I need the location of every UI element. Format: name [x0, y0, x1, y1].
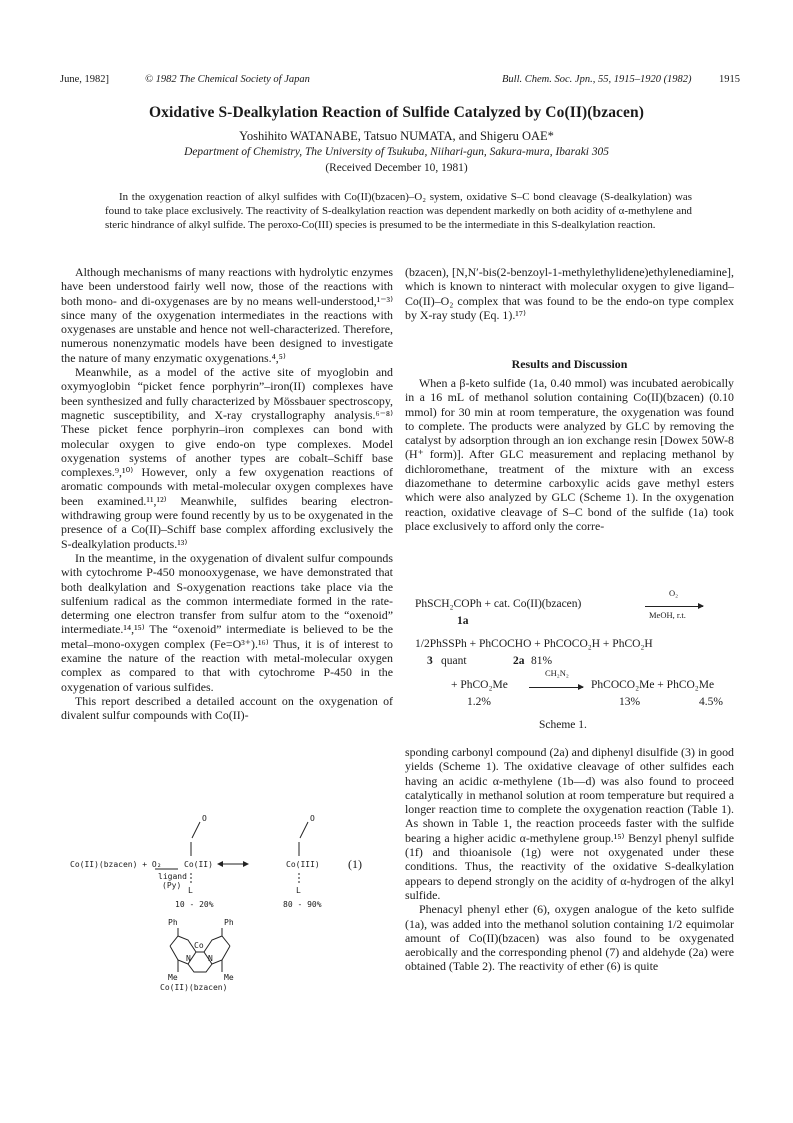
- abstract: In the oxygenation reaction of alkyl sulfides with Co(II)(bzacen)–O₂ system, oxidative S–C bond cleavage (S-dealkylation) was found to take place exclusively. The reactivity of S-dealkylation reaction was dependent markedly on both acidity of α-methylene and steric hindrance of alkyl sulfide. The peroxo-Co(III) species is presumed to be the intermediate in this S-dealkylation reaction.: [105, 191, 692, 232]
- scheme-products: 1/2PhSSPh + PhCOCHO + PhCOCO₂H + PhCO₂H: [415, 638, 653, 650]
- eq-cobalt: Co: [194, 941, 204, 950]
- right-column-mid: [405, 376, 734, 533]
- eq-phenyl: Ph: [224, 918, 234, 927]
- paragraph: This report described a detailed account on the oxygenation of divalent sulfur compounds with Co(II)-: [61, 693, 393, 723]
- eq-ligand-L: L: [296, 886, 301, 895]
- paragraph: When a β-keto sulfide (1a, 0.40 mmol) was incubated aerobically in a 16 mL of methanol solution containing Co(II)(bzacen) (0.10 mmol) for 30 min at room temperature, the oxygenation was found to complete. The products were analyzed by GLC by removing the catalyst by adsorption through an ion exchange resin [Dowex 50W-8 (H⁺ form)]. After GLC measurement and replacing methanol by dichloromethane, treatment of the mixture with an excess diazomethane to determine carboxylic acids gave methyl esters which were also analyzed by GLC (Scheme 1). In the oxygenation reaction, oxidative cleavage of S–C bond of the sulfide (1a) took place exclusively to afford only the corre-: [405, 376, 734, 533]
- affiliation: Department of Chemistry, The University of Tsukuba, Niihari-gun, Sakura-mura, Ibaraki 305: [184, 146, 609, 158]
- header-citation: Bull. Chem. Soc. Jpn., 55, 1915–1920 (1982): [502, 74, 692, 85]
- eq-methyl: Me: [168, 973, 178, 982]
- equation-structure-drawing: [60, 800, 395, 990]
- scheme-caption: Scheme 1.: [539, 719, 587, 731]
- yield-value: 13%: [619, 696, 641, 708]
- running-header: [60, 74, 740, 88]
- eq-co2: Co(II): [184, 860, 213, 869]
- eq-nitrogen: N: [208, 954, 213, 963]
- eq-lhs: Co(II)(bzacen) + O₂: [70, 860, 162, 869]
- scheme-reactant: PhSCH₂COPh + cat. Co(II)(bzacen): [415, 598, 582, 610]
- scheme-methylation-products: PhCOCO₂Me + PhCO₂Me: [591, 679, 715, 691]
- equation-1: [60, 800, 395, 990]
- compound-label: 2a: [513, 655, 525, 667]
- equation-number: (1): [348, 857, 362, 871]
- compound-label: 3: [427, 655, 433, 667]
- eq-methyl: Me: [224, 973, 234, 982]
- eq-oxygen: O: [202, 814, 207, 823]
- eq-percent: 80 - 90%: [283, 900, 322, 909]
- reaction-arrow: [645, 606, 703, 607]
- scheme-methylation-start: + PhCO₂Me: [451, 679, 508, 691]
- scheme-reagent: CH₂N₂: [545, 668, 569, 678]
- author-list: Yoshihito WATANABE, Tatsuo NUMATA, and Shigeru OAE*: [239, 129, 554, 143]
- eq-caption: Co(II)(bzacen): [160, 983, 228, 992]
- yield-value: 1.2%: [467, 696, 491, 708]
- paragraph: sponding carbonyl compound (2a) and diphenyl disulfide (3) in good yields (Scheme 1). The oxidative cleavage of other sulfides each having an acidic α-methylene (1b—d) was also found to proceed catalytically in methanol solution at room temperature but required a longer reaction time to complete the oxygenation reaction (Table 1). As shown in Table 1, the reaction proceeds faster with the sulfide bearing a higher acidic α-methylene group.¹⁵⁾ Benzyl phenyl sulfide (1f) and thioanisole (1g) were not oxygenated under these conditions. Thus, the reactivity of the oxidative S-dealkylation appears to depend strongly on the acidity of α-hydrogen of the alkyl sulfide.: [405, 745, 734, 902]
- eq-co3: Co(III): [286, 860, 320, 869]
- paragraph: In the meantime, in the oxygenation of divalent sulfur compounds with cytochrome P-450 monooxygenase, we have demonstrated that both dealkylation and S-oxygenation reactions take place via the sulfenium radical as the common intermediate formed in the rate-determing one electron transfer from sulfur atom to the “oxenoid” intermediate.¹⁴,¹⁵⁾ The “oxenoid” intermediate is believed to be the metal–mono-oxygen complex (Fe=O³⁺).¹⁶⁾ Thus, it is of interest to examine the nature of the reaction with metal-molecular oxygen complex as compared to that with cytochrome P-450 in the oxygenation of various sulfides.: [61, 550, 393, 694]
- scheme-o2: O₂: [669, 588, 679, 598]
- received-date: (Received December 10, 1981): [325, 162, 468, 174]
- eq-nitrogen: N: [186, 954, 191, 963]
- paragraph: Phenacyl phenyl ether (6), oxygen analogue of the keto sulfide (1a), was added into the methanol solution containing 1/2 equimolar amount of Co(II)(bzacen) was also found to be oxygenated aerobically and the corresponding phenol (7) and aldehyde (2a) were obtained (Table 2). The reactivity of ether (6) is quite: [405, 902, 734, 974]
- eq-percent: 10 - 20%: [175, 900, 214, 909]
- reaction-arrow: [529, 687, 583, 688]
- paragraph: Meanwhile, as a model of the active site of myoglobin and oxymyoglobin “picket fence porphyrin”–iron(II) complexes have been synthesized and fully characterized by Mössbauer spectroscopy, magnetic susceptibility, and X-ray crystallography analysis.⁶⁻⁸⁾ These picket fence porphyrin–iron complexes can bond with molecular oxygen to give endo-on type complexes. Model oxygenation systems of another types are cobalt–Schiff base complexes.⁹,¹⁰⁾ However, only a few oxygenation reactions of aromatic compounds with metal-molecular oxygen complexes have been examined.¹¹,¹²⁾ Meanwhile, sulfides bearing electron-withdrawing group were found recently by us to be oxygenated in the presence of a Co(II)–Schiff base complex affording exclusively the S-dealkylation products.¹³⁾: [61, 365, 393, 551]
- scheme-conditions: MeOH, r.t.: [649, 610, 686, 620]
- compound-label: 1a: [457, 615, 469, 627]
- paragraph: Although mechanisms of many reactions with hydrolytic enzymes have been understood fairly well now, those of the reactions with both mono- and di-oxygenases are by no means well-understood,¹⁻³⁾ since many of the oxygenation intermediates in the reactions with oxygenases are unstable and hence not well-characterized. Therefore, numerous nonenzymatic models have been designed to investigate the nature of many enzymatic oxygenations.⁴,⁵⁾: [61, 265, 393, 365]
- eq-py: (Py): [162, 881, 182, 890]
- left-column: [61, 265, 393, 723]
- eq-ligand-L: L: [188, 886, 193, 895]
- section-heading: Results and Discussion: [511, 357, 628, 371]
- paragraph: (bzacen), [N,N′-bis(2-benzoyl-1-methylethylidene)ethylenediamine], which is known to ninteract with molecular oxygen to give ligand–Co(II)–O₂ complex that was found to be the endo-on type complex by X-ray study (Eq. 1).¹⁷⁾: [405, 265, 734, 322]
- right-column-bottom: [405, 745, 734, 974]
- yield-value: quant: [441, 655, 467, 667]
- page-number: 1915: [719, 74, 740, 85]
- scheme-1: [405, 588, 734, 738]
- article-title: Oxidative S-Dealkylation Reaction of Sulfide Catalyzed by Co(II)(bzacen): [149, 104, 644, 121]
- eq-phenyl: Ph: [168, 918, 178, 927]
- header-copyright: © 1982 The Chemical Society of Japan: [145, 74, 310, 85]
- eq-oxygen: O: [310, 814, 315, 823]
- yield-value: 81%: [531, 655, 553, 667]
- eq-ligand: ligand: [158, 872, 187, 881]
- yield-value: 4.5%: [699, 696, 723, 708]
- right-column-top: [405, 265, 734, 322]
- header-date: June, 1982]: [60, 74, 109, 85]
